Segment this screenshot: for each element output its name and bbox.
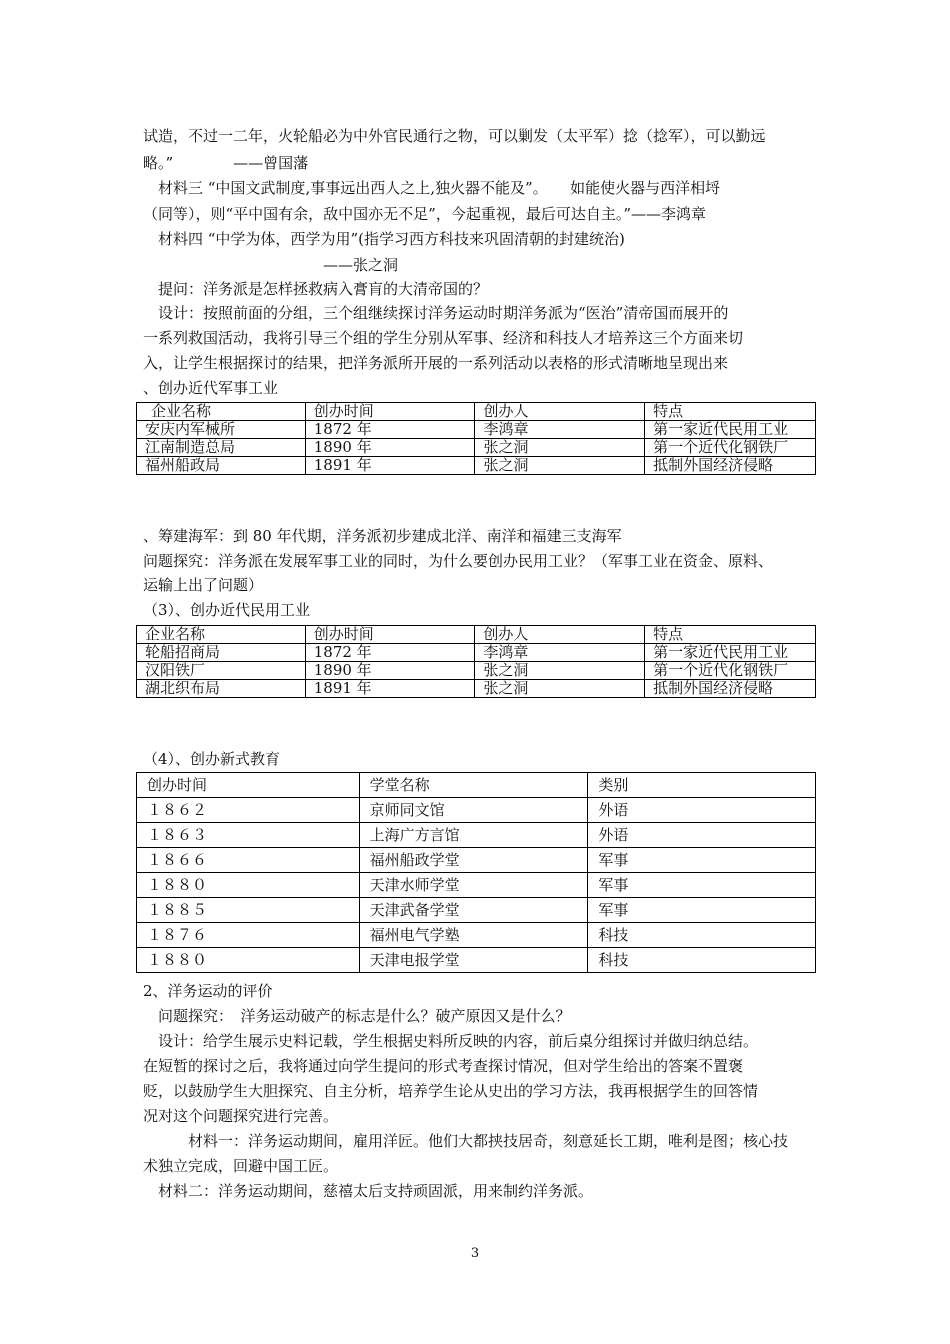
section-heading: 、创办近代军事工业	[143, 379, 279, 397]
table-header-cell: 创办时间	[305, 626, 475, 644]
table-row	[137, 662, 816, 680]
text-line: 问题探究：洋务派在发展军事工业的同时，为什么要创办民用工业？（军事工业在资金、原料、	[143, 552, 774, 570]
text-line: 术独立完成，回避中国工匠。	[143, 1157, 339, 1175]
table-cell: 1872 年	[305, 421, 475, 439]
text-line: 试造，不过一二年，火轮船必为中外官民通行之物，可以剿发（太平军）捻（捻军），可以勤远	[143, 127, 766, 145]
table-cell: １８６２	[137, 798, 360, 823]
table-header-cell: 学堂名称	[359, 773, 588, 798]
text-line: 设计：给学生展示史料记载，学生根据史料所反映的内容，前后桌分组探讨并做归纳总结。	[143, 1032, 759, 1050]
table-header-row	[137, 626, 816, 644]
table-header-cell: 特点	[645, 626, 816, 644]
table-cell: 福州电气学塾	[359, 923, 588, 948]
civil-industry-table	[136, 625, 816, 698]
table-row	[137, 848, 816, 873]
table-cell: 汉阳铁厂	[137, 662, 306, 680]
table-cell: １８７６	[137, 923, 360, 948]
table-row	[137, 457, 816, 475]
table-cell: 张之洞	[475, 662, 645, 680]
table-cell: １８６６	[137, 848, 360, 873]
table-cell: 福州船政局	[137, 457, 306, 475]
text-line: 设计：按照前面的分组，三个组继续探讨洋务运动时期洋务派为“医治”清帝国而展开的	[143, 304, 729, 322]
section-heading: 2、洋务运动的评价	[143, 982, 273, 1000]
table-cell: 张之洞	[475, 457, 645, 475]
text-line: 问题探究： 洋务运动破产的标志是什么？破产原因又是什么？	[143, 1007, 571, 1025]
text-line: 提问：洋务派是怎样拯救病入膏肓的大清帝国的？	[143, 280, 489, 298]
table-row	[137, 948, 816, 973]
table-cell: 1890 年	[305, 662, 475, 680]
text-line: 一系列救国活动，我将引导三个组的学生分别从军事、经济和科技人才培养这三个方面来切	[143, 329, 744, 347]
table-cell: 1890 年	[305, 439, 475, 457]
table-cell: 科技	[588, 948, 816, 973]
table-header-row	[137, 403, 816, 421]
table-row	[137, 439, 816, 457]
text-line: 贬，以鼓励学生大胆探究、自主分析，培养学生论从史出的学习方法，我再根据学生的回答情	[143, 1082, 759, 1100]
table-row	[137, 923, 816, 948]
table-cell: 天津水师学堂	[359, 873, 588, 898]
table-cell: 京师同文馆	[359, 798, 588, 823]
table-cell: 李鸿章	[475, 421, 645, 439]
table-cell: 军事	[588, 848, 816, 873]
military-industry-table	[136, 402, 816, 475]
table-cell: 抵制外国经济侵略	[645, 457, 816, 475]
text-line: 入，让学生根据探讨的结果，把洋务派所开展的一系列活动以表格的形式清晰地呈现出来	[143, 354, 729, 372]
table-cell: 科技	[588, 923, 816, 948]
table-header-row	[137, 773, 816, 798]
table-cell: 上海广方言馆	[359, 823, 588, 848]
text-line: 略。” ——曾国藩	[143, 154, 309, 172]
table-cell: 第一个近代化钢铁厂	[645, 439, 816, 457]
text-line: （同等），则“平中国有余，敌中国亦无不足”，今起重视，最后可达自主。”——李鸿章	[143, 205, 707, 223]
table-cell: 军事	[588, 873, 816, 898]
table-cell: 李鸿章	[475, 644, 645, 662]
table-cell: 1891 年	[305, 457, 475, 475]
table-cell: １８８５	[137, 898, 360, 923]
table-cell: 福州船政学堂	[359, 848, 588, 873]
table-cell: 天津武备学堂	[359, 898, 588, 923]
table-header-cell: 创办人	[475, 626, 645, 644]
table-cell: 第一家近代民用工业	[645, 421, 816, 439]
table-row	[137, 873, 816, 898]
table-cell: 轮船招商局	[137, 644, 306, 662]
text-line: 运输上出了问题）	[143, 576, 264, 594]
table-cell: 外语	[588, 798, 816, 823]
table-header-cell: 类别	[588, 773, 816, 798]
table-row	[137, 898, 816, 923]
table-cell: 抵制外国经济侵略	[645, 680, 816, 698]
table-cell: １８８０	[137, 873, 360, 898]
table-header-cell: 企业名称	[137, 403, 306, 421]
table-row	[137, 421, 816, 439]
table-cell: 军事	[588, 898, 816, 923]
table-header-cell: 创办时间	[305, 403, 475, 421]
table-cell: １８６３	[137, 823, 360, 848]
table-cell: 湖北织布局	[137, 680, 306, 698]
text-line: 材料四 “中学为体，西学为用”(指学习西方科技来巩固清朝的封建统治)	[143, 230, 625, 248]
section-heading: （3）、创办近代民用工业	[143, 601, 311, 619]
text-line: 在短暂的探讨之后，我将通过向学生提问的形式考查探讨情况，但对学生给出的答案不置褒	[143, 1057, 744, 1075]
table-row	[137, 798, 816, 823]
text-line: ——张之洞	[143, 256, 399, 274]
table-cell: 安庆内军械所	[137, 421, 306, 439]
table-row	[137, 823, 816, 848]
text-line: 材料三 “中国文武制度,事事远出西人之上,独火器不能及”。 如能使火器与西洋相埒	[143, 179, 721, 197]
text-line: 况对这个问题探究进行完善。	[143, 1107, 339, 1125]
table-cell: １８８０	[137, 948, 360, 973]
table-header-cell: 创办时间	[137, 773, 360, 798]
table-cell: 第一家近代民用工业	[645, 644, 816, 662]
text-line: 材料二：洋务运动期间，慈禧太后支持顽固派，用来制约洋务派。	[143, 1182, 594, 1200]
table-row	[137, 644, 816, 662]
table-header-cell: 创办人	[475, 403, 645, 421]
table-row	[137, 680, 816, 698]
text-line: 、筹建海军：到 80 年代期，洋务派初步建成北洋、南洋和福建三支海军	[143, 527, 622, 545]
table-cell: 第一个近代化钢铁厂	[645, 662, 816, 680]
table-cell: 张之洞	[475, 439, 645, 457]
section-heading: （4）、创办新式教育	[143, 750, 281, 768]
text-line: 材料一：洋务运动期间，雇用洋匠。他们大都挟技居奇，刻意延长工期，唯利是图；核心技	[143, 1132, 789, 1150]
table-cell: 天津电报学堂	[359, 948, 588, 973]
table-cell: 江南制造总局	[137, 439, 306, 457]
table-header-cell: 特点	[645, 403, 816, 421]
education-table	[136, 772, 816, 973]
table-cell: 1891 年	[305, 680, 475, 698]
table-cell: 张之洞	[475, 680, 645, 698]
page-number: 3	[470, 1246, 480, 1261]
table-header-cell: 企业名称	[137, 626, 306, 644]
table-cell: 1872 年	[305, 644, 475, 662]
table-cell: 外语	[588, 823, 816, 848]
